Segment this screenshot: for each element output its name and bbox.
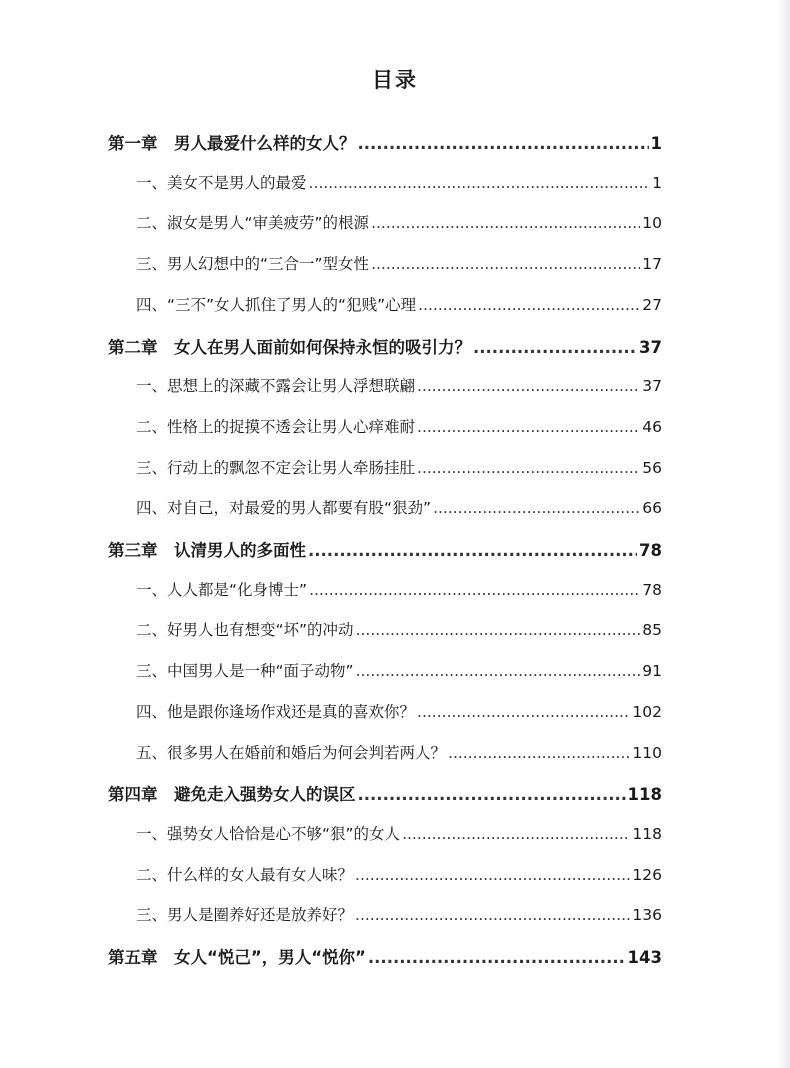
toc-section-entry[interactable] (136, 659, 662, 681)
page-number: 37 (639, 337, 662, 357)
toc-section-entry[interactable] (136, 293, 662, 315)
entry-title: 第五章 女人“悦己”，男人“悦你” (108, 948, 366, 967)
dot-leader (417, 703, 630, 721)
entry-title: 三、男人幻想中的“三合一”型女性 (136, 255, 370, 274)
dot-leader (355, 866, 630, 884)
page-number: 126 (632, 865, 662, 884)
page-number: 91 (642, 662, 662, 681)
page-title: 目录 (372, 68, 418, 92)
dot-leader (417, 418, 640, 436)
toc-section-entry[interactable] (136, 903, 662, 925)
page-number: 136 (632, 906, 662, 925)
entry-title: 三、男人是圈养好还是放养好？ (136, 906, 354, 925)
page-number: 118 (627, 785, 662, 805)
page-number: 10 (642, 214, 662, 233)
entry-title: 二、好男人也有想变“坏”的冲动 (136, 621, 354, 640)
entry-title: 一、美女不是男人的最爱 (136, 173, 307, 192)
toc-section-entry[interactable] (136, 741, 662, 763)
entry-title: 五、很多男人在婚前和婚后为何会判若两人？ (136, 743, 447, 762)
toc-chapter-entry[interactable] (108, 130, 662, 154)
toc-section-entry[interactable] (136, 618, 662, 640)
page-number: 17 (642, 255, 662, 274)
dot-leader (309, 174, 651, 192)
dot-leader (448, 744, 630, 762)
toc-section-entry[interactable] (136, 700, 662, 722)
dot-leader (473, 338, 637, 357)
toc-section-entry[interactable] (136, 171, 662, 193)
dot-leader (368, 948, 626, 967)
toc-section-entry[interactable] (136, 211, 662, 233)
dot-leader (371, 214, 640, 232)
entry-title: 一、强势女人恰恰是心不够“狠”的女人 (136, 824, 401, 843)
toc-section-entry[interactable] (136, 496, 662, 518)
entry-title: 四、“三不”女人抓住了男人的“犯贱”心理 (136, 295, 417, 314)
toc-section-entry[interactable] (136, 252, 662, 274)
page-number: 110 (632, 743, 662, 762)
page-number: 118 (632, 824, 662, 843)
page-number: 102 (632, 702, 662, 721)
entry-title: 一、人人都是“化身博士” (136, 580, 308, 599)
dot-leader (355, 906, 630, 924)
page-number: 66 (642, 499, 662, 518)
entry-title: 二、淑女是男人“审美疲劳”的根源 (136, 214, 370, 233)
page-number: 1 (652, 173, 662, 192)
dot-leader (356, 621, 641, 639)
dot-leader (418, 296, 640, 314)
entry-title: 二、性格上的捉摸不透会让男人心痒难耐 (136, 417, 416, 436)
page-number: 27 (642, 295, 662, 314)
entry-title: 四、他是跟你逢场作戏还是真的喜欢你？ (136, 702, 416, 721)
page-number: 56 (642, 458, 662, 477)
dot-leader (358, 134, 649, 153)
toc-chapter-entry[interactable] (108, 334, 662, 358)
toc-section-entry[interactable] (136, 374, 662, 396)
entry-title: 第一章 男人最爱什么样的女人？ (108, 134, 356, 153)
entry-title: 第四章 避免走入强势女人的误区 (108, 785, 356, 805)
dot-leader (371, 255, 640, 273)
toc-section-entry[interactable] (136, 822, 662, 844)
entry-title: 四、对自己，对最爱的男人都要有股“狠劲” (136, 499, 432, 518)
entry-title: 二、什么样的女人最有女人味？ (136, 865, 354, 884)
toc-chapter-entry[interactable] (108, 944, 662, 968)
toc-chapter-entry[interactable] (108, 537, 662, 561)
dot-leader (309, 581, 640, 599)
dot-leader (417, 459, 640, 477)
page-number: 46 (642, 417, 662, 436)
page-number: 1 (650, 134, 662, 153)
page-number: 78 (639, 541, 662, 560)
dot-leader (402, 825, 630, 843)
dot-leader (417, 377, 640, 395)
page-number: 78 (642, 580, 662, 599)
entry-title: 一、思想上的深藏不露会让男人浮想联翩 (136, 377, 416, 396)
dot-leader (358, 785, 626, 804)
toc-section-entry[interactable] (136, 456, 662, 478)
toc-section-entry[interactable] (136, 415, 662, 437)
page-number: 143 (627, 948, 662, 967)
page-edge-shadow (778, 0, 790, 1068)
dot-leader (308, 541, 637, 560)
entry-title: 第三章 认清男人的多面性 (108, 541, 306, 560)
entry-title: 第二章 女人在男人面前如何保持永恒的吸引力？ (108, 337, 471, 357)
toc-chapter-entry[interactable] (108, 781, 662, 805)
dot-leader (433, 499, 640, 517)
toc-section-entry[interactable] (136, 863, 662, 885)
dot-leader (356, 662, 641, 680)
entry-title: 三、中国男人是一种“面子动物” (136, 662, 354, 681)
page-number: 85 (642, 621, 662, 640)
page-number: 37 (642, 377, 662, 396)
toc-section-entry[interactable] (136, 578, 662, 600)
entry-title: 三、行动上的飘忽不定会让男人牵肠挂肚 (136, 458, 416, 477)
